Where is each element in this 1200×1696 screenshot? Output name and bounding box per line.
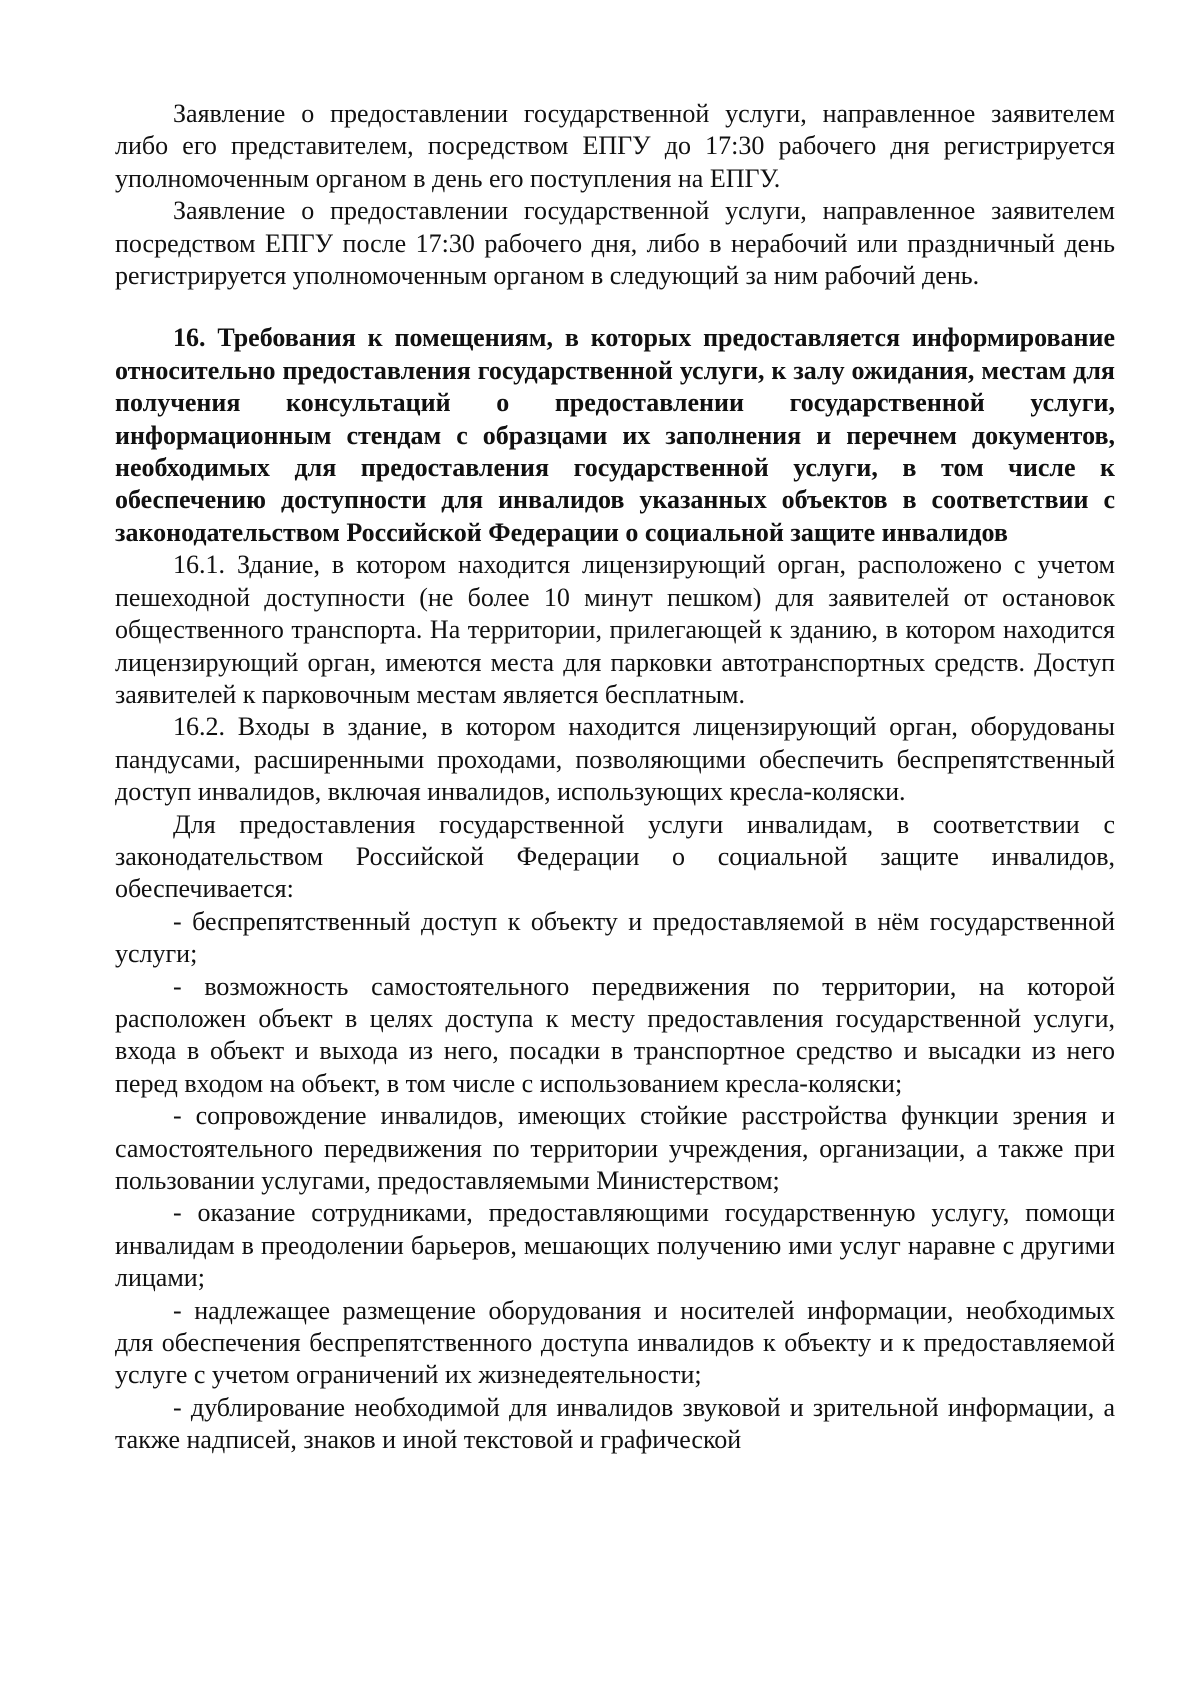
list-item-staff-assistance: - оказание сотрудниками, предоставляющими государственную услугу, помощи инвалидам в преодолении барьеров, мешающих получению ими услуг наравне с другими лицами; xyxy=(115,1198,1115,1293)
section-spacer xyxy=(115,292,1115,322)
paragraph-epgu-registration-working-hours: Заявление о предоставлении государственной услуги, направленное заявителем либо его представителем, посредством ЕПГУ до 17:30 рабочего дня регистрируется уполномоченным органом в день его поступления на ЕПГУ. xyxy=(115,99,1115,193)
list-item-independent-movement: - возможность самостоятельного передвижения по территории, на которой расположен объект в целях доступа к месту предоставления государственной услуги, входа в объект и выхода из него, посадки в транспортное средство и высадки из него перед входом на объект, в том числе с использованием кресла-коляски; xyxy=(115,971,1115,1098)
paragraph-disabled-provision-intro: Для предоставления государственной услуги инвалидам, в соответствии с законодательством Российской Федерации о социальной защите инвалидов, обеспечивается: xyxy=(115,809,1115,904)
list-item-information-duplication: - дублирование необходимой для инвалидов звуковой и зрительной информации, а также надписей, знаков и иной текстовой и графической xyxy=(115,1392,1115,1455)
paragraph-epgu-registration-after-hours: Заявление о предоставлении государственной услуги, направленное заявителем посредством ЕПГУ после 17:30 рабочего дня, либо в нерабочий или праздничный день регистрируется уполномоченным органом в следующий за ним рабочий день. xyxy=(115,196,1115,291)
list-item-accompaniment: - сопровождение инвалидов, имеющих стойкие расстройства функции зрения и самостоятельного передвижения по территории учреждения, организации, а также при пользовании услугами, предоставляемыми Министерством; xyxy=(115,1101,1115,1195)
paragraph-16-1-building-location: 16.1. Здание, в котором находится лицензирующий орган, расположено с учетом пешеходной доступности (не более 10 минут пешком) для заявителей от остановок общественного транспорта. На территории, прилегающей к зданию, в котором находится лицензирующий орган, имеются места для парковки автотранспортных средств. Доступ заявителей к парковочным местам является бесплатным. xyxy=(115,550,1115,709)
list-item-equipment-placement: - надлежащее размещение оборудования и носителей информации, необходимых для обеспечения беспрепятственного доступа инвалидов к объекту и к предоставляемой услуге с учетом ограничений их жизнедеятельности; xyxy=(115,1295,1115,1390)
paragraph-16-2-entrances: 16.2. Входы в здание, в котором находится лицензирующий орган, оборудованы пандусами, расширенными проходами, позволяющими обеспечить беспрепятственный доступ инвалидов, включая инвалидов, использующих кресла-коляски. xyxy=(115,712,1115,807)
list-item-unobstructed-access: - беспрепятственный доступ к объекту и предоставляемой в нём государственной услуги; xyxy=(115,906,1115,969)
section-16-heading: 16. Требования к помещениям, в которых предоставляется информирование относительно предоставления государственной услуги, к залу ожидания, местам для получения консультаций о предоставлении государственной услуги, информационным стендам с образцами их заполнения и перечнем документов, необходимых для предоставления государственной услуги, в том числе к обеспечению доступности для инвалидов указанных объектов в соответствии с законодательством Российской Федерации о социальной защите инвалидов xyxy=(115,323,1115,547)
